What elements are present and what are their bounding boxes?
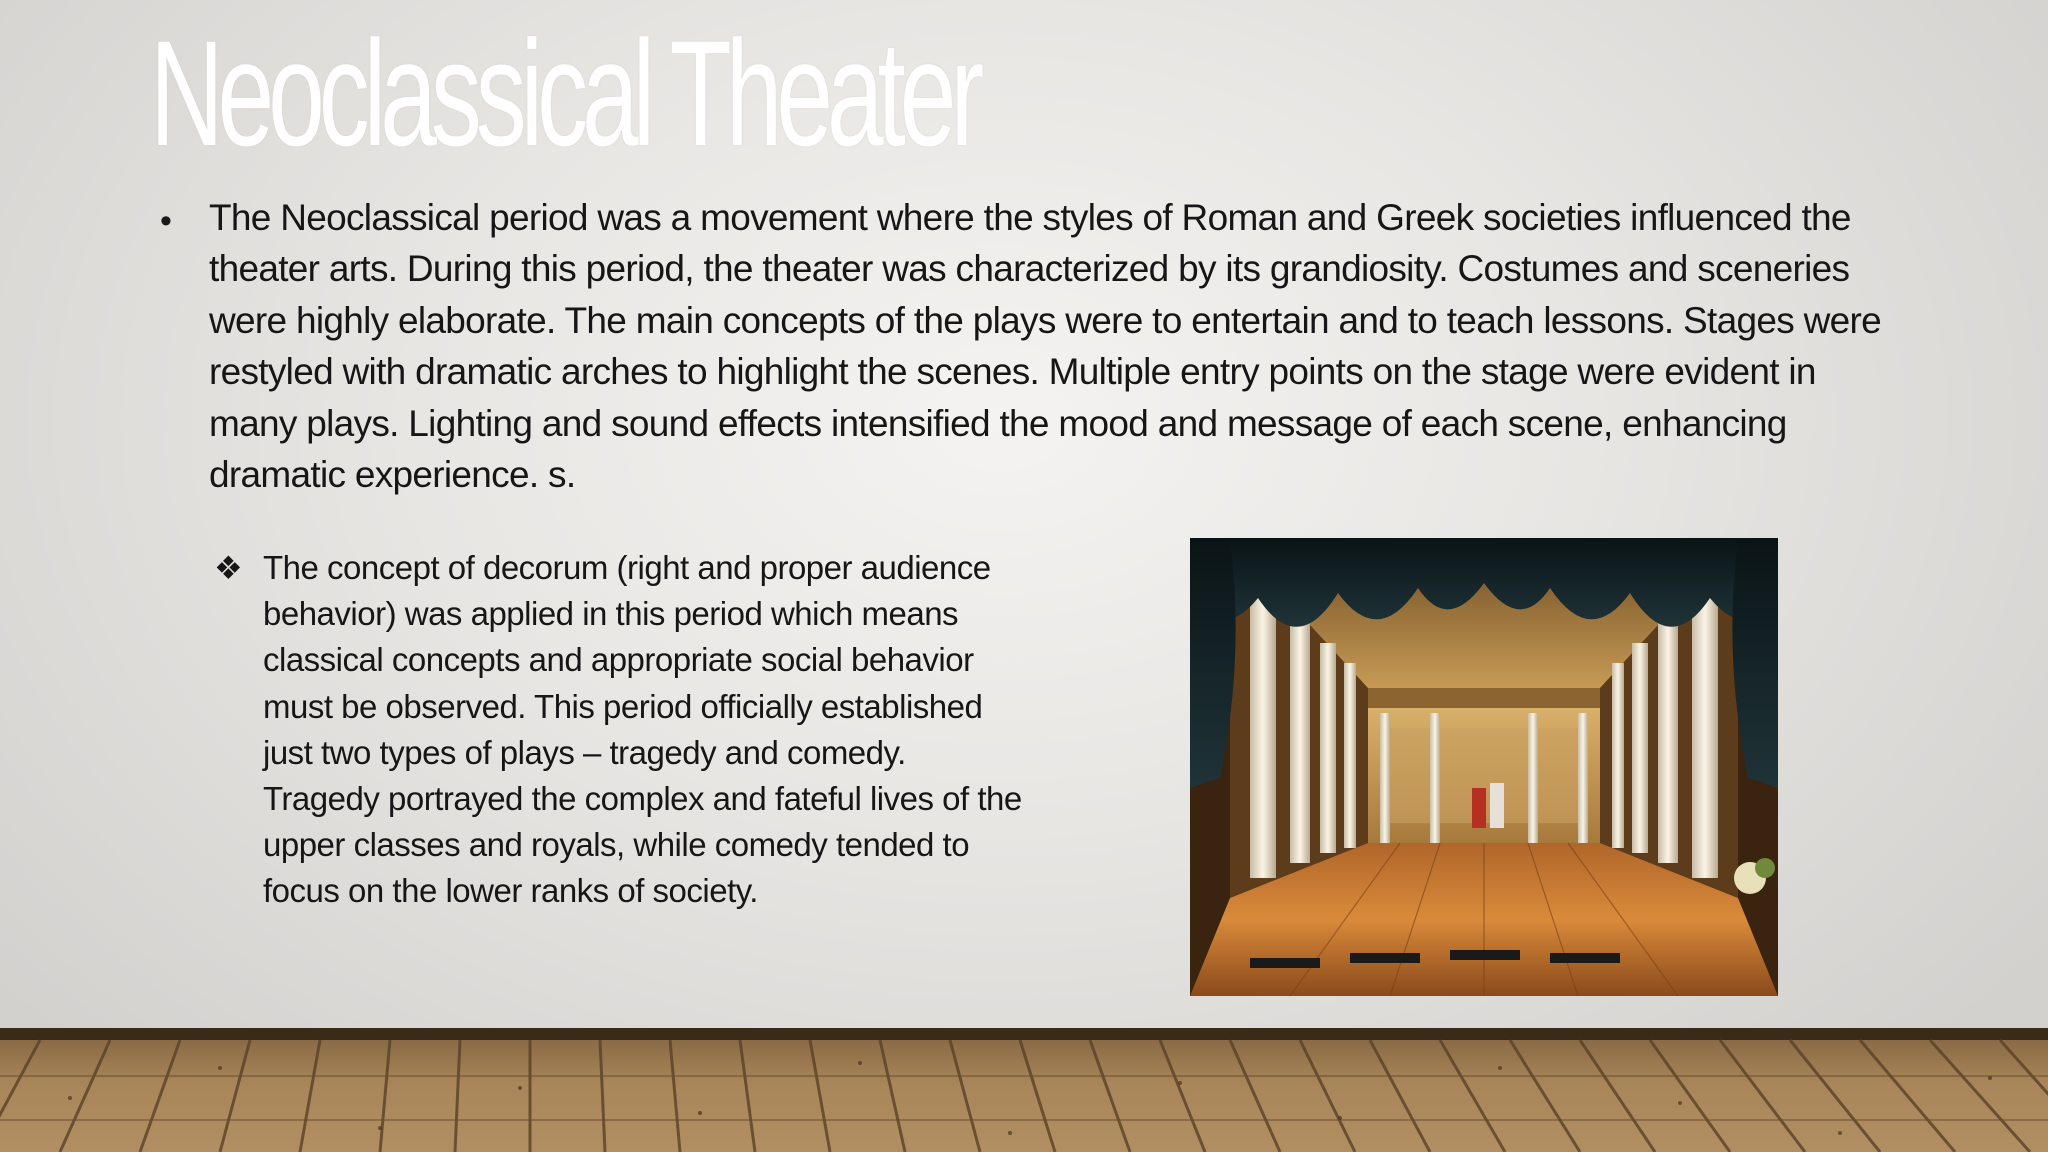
wooden-floor (0, 1028, 2048, 1152)
main-paragraph: The Neoclassical period was a movement where the styles of Roman and Greek societies influenced the theater arts. During this period, the theater was characterized by its grandiosity. Costumes and sceneries were highly elaborate. The main concepts of the plays were to entertain and to teach lessons. Stages were restyled with dramatic arches to highlight the scenes. Multiple entry points on the stage were evident in many plays. Lighting and sound effects intensified the mood and message of each scene, enhancing dramatic experience. s. (209, 197, 1882, 496)
sub-paragraph: The concept of decorum (right and proper audience behavior) was applied in this period which means classical concepts and appropriate social behavior must be observed. This period officially established just two types of plays – tragedy and comedy. Tragedy portrayed the complex and fateful lives of the upper classes and royals, while comedy tended to focus on the lower ranks of society. (263, 549, 1022, 910)
theater-stage-photo-icon (1190, 538, 1778, 996)
wooden-floor-icon (0, 1028, 2048, 1152)
diamond-bullet-icon: ❖ (214, 550, 243, 586)
slide-title: Neoclassical Theater (150, 9, 979, 177)
bullet-dot-icon: • (160, 202, 172, 240)
theater-stage-photo (1190, 538, 1778, 996)
